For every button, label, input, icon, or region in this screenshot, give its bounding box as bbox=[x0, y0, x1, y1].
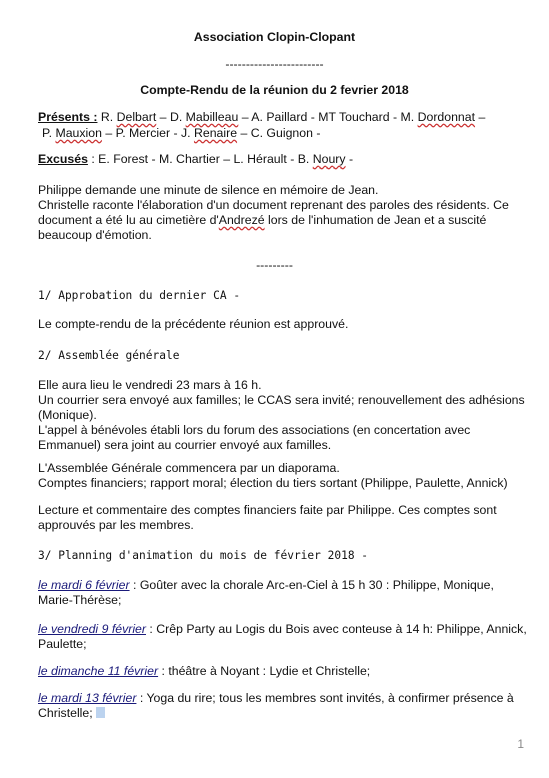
planning-item-cont bbox=[38, 706, 519, 721]
present-text: – C. Guignon - bbox=[237, 126, 321, 140]
section-2-line: Lecture et commentaire des comptes financiers faite par Philippe. Ces comptes sont bbox=[38, 503, 497, 517]
planning-text: Christelle; bbox=[38, 706, 93, 720]
page-number: 1 bbox=[517, 737, 524, 751]
section-1-heading: 1/ Approbation du dernier CA - bbox=[38, 289, 241, 302]
present-text: – bbox=[475, 110, 486, 124]
present-text: P. bbox=[42, 126, 56, 140]
planning-date: le vendredi 9 février bbox=[38, 622, 146, 636]
excused-text: - bbox=[345, 152, 354, 166]
excused-line bbox=[38, 152, 519, 167]
section-2-line: Un courrier sera envoyé aux familles; le CCAS sera invité; renouvellement des adhésions bbox=[38, 393, 525, 407]
planning-date: le mardi 13 février bbox=[38, 691, 137, 705]
section-2-line: approuvés par les membres. bbox=[38, 518, 194, 532]
planning-text: : Yoga du rire; tous les membres sont invités, à confirmer présence à bbox=[136, 691, 514, 705]
present-name: Renaire bbox=[193, 126, 238, 140]
separator: --------- bbox=[256, 258, 293, 272]
planning-date: le mardi 6 février bbox=[38, 578, 130, 592]
present-line-1 bbox=[38, 110, 519, 125]
section-2-heading: 2/ Assemblée générale bbox=[38, 349, 180, 362]
text-cursor-selection[interactable] bbox=[96, 707, 105, 718]
excused-label: Excusés bbox=[38, 152, 88, 166]
planning-item-cont: Marie-Thérèse; bbox=[38, 593, 122, 607]
intro-text: lors de l'inhumation de Jean et a suscité bbox=[264, 213, 487, 227]
meeting-title bbox=[0, 83, 549, 98]
present-line-2 bbox=[42, 126, 519, 141]
title-rule: ------------------------ bbox=[225, 57, 324, 71]
planning-item bbox=[38, 578, 519, 593]
present-text: R. bbox=[97, 110, 117, 124]
planning-item-cont: Paulette; bbox=[38, 637, 87, 651]
planning-item bbox=[38, 622, 527, 637]
intro-text: document a été lu au cimetière d' bbox=[38, 213, 219, 227]
planning-text: : Goûter avec la chorale Arc-en-Ciel à 15 h 30 : Philippe, Monique, bbox=[129, 578, 494, 592]
section-2-line: L'appel à bénévoles établi lors du forum des associations (en concertation avec bbox=[38, 423, 471, 437]
present-name: Delbart bbox=[116, 110, 157, 124]
section-2-line: Comptes financiers; rapport moral; élection du tiers sortant (Philippe, Paulette, Annick) bbox=[38, 476, 508, 490]
section-2-line: Elle aura lieu le vendredi 23 mars à 16 h. bbox=[38, 378, 262, 392]
section-2-line: Emmanuel) sera joint au courrier envoyé aux familles. bbox=[38, 438, 332, 452]
present-name: Dordonnat bbox=[417, 110, 476, 124]
intro-line: Philippe demande une minute de silence en mémoire de Jean. bbox=[38, 183, 379, 197]
planning-text: : théâtre à Noyant : Lydie et Christelle; bbox=[158, 664, 371, 678]
planning-item bbox=[38, 691, 519, 706]
section-2-line: L'Assemblée Générale commencera par un diaporama. bbox=[38, 461, 340, 475]
present-text: – P. Mercier - J. bbox=[101, 126, 194, 140]
present-text: – A. Paillard - MT Touchard - M. bbox=[238, 110, 418, 124]
intro-line bbox=[38, 213, 519, 228]
present-name: Mabilleau bbox=[185, 110, 239, 124]
present-text: – D. bbox=[156, 110, 186, 124]
planning-date: le dimanche 11 février bbox=[38, 664, 159, 678]
section-1-text: Le compte-rendu de la précédente réunion est approuvé. bbox=[38, 317, 349, 331]
intro-line: Christelle raconte l'élaboration d'un document reprenant des paroles des résidents. Ce bbox=[38, 198, 509, 212]
section-2-line: (Monique). bbox=[38, 408, 97, 422]
meeting-title-text: Compte-Rendu de la réunion du 2 fevrier 2018 bbox=[140, 83, 409, 97]
excused-name: Noury bbox=[312, 152, 346, 166]
planning-item bbox=[38, 664, 519, 679]
present-label: Présents : bbox=[38, 110, 98, 124]
intro-place: Andrezé bbox=[218, 213, 265, 227]
intro-line: beaucoup d'émotion. bbox=[38, 228, 152, 242]
section-3-heading: 3/ Planning d'animation du mois de février 2018 - bbox=[38, 549, 369, 562]
document-title: Association Clopin-Clopant bbox=[193, 30, 356, 44]
present-name: Mauxion bbox=[55, 126, 102, 140]
excused-text: : E. Forest - M. Chartier – L. Hérault - B. bbox=[87, 152, 313, 166]
planning-text: : Crêp Party au Logis du Bois avec conteuse à 14 h: Philippe, Annick, bbox=[146, 622, 527, 636]
